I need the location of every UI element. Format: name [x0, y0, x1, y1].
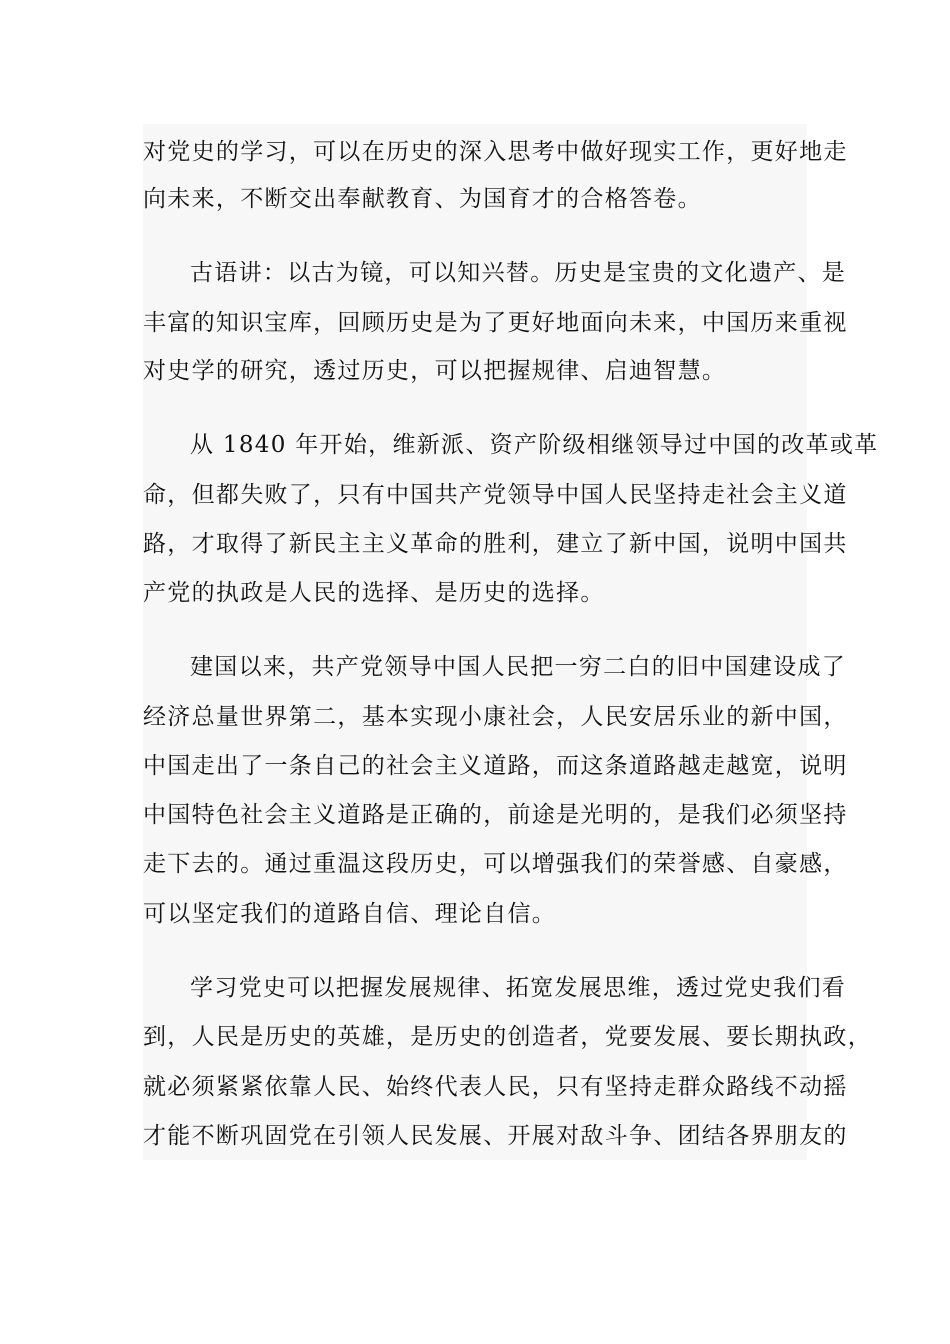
paragraph-5-line-3: 就必须紧紧依靠人民、始终代表人民，只有坚持走群众路线不动摇: [143, 1074, 848, 1100]
paragraph-2-line-1: 古语讲：以古为镜，可以知兴替。历史是宝贵的文化遗产、是: [190, 260, 847, 286]
paragraph-3-line-2: 命，但都失败了，只有中国共产党领导中国人民坚持走社会主义道: [143, 482, 848, 508]
paragraph-3-line-4: 产党的执政是人民的选择、是历史的选择。: [143, 580, 605, 606]
paragraph-4-line-2: 经济总量世界第二，基本实现小康社会，人民安居乐业的新中国，: [143, 704, 848, 730]
paragraph-2-line-2: 丰富的知识宝库，回顾历史是为了更好地面向未来，中国历来重视: [143, 310, 848, 336]
paragraph-4-line-1: 建国以来，共产党领导中国人民把一穷二白的旧中国建设成了: [190, 654, 847, 680]
paragraph-4-line-4: 中国特色社会主义道路是正确的，前途是光明的，是我们必须坚持: [143, 802, 848, 828]
paragraph-2-line-3: 对史学的研究，透过历史，可以把握规律、启迪智慧。: [143, 358, 727, 384]
paragraph-4-line-5: 走下去的。通过重温这段历史，可以增强我们的荣誉感、自豪感，: [143, 851, 848, 877]
paragraph-3-line-1: 从 1840 年开始，维新派、资产阶级相继领导过中国的改革或革: [190, 432, 879, 458]
paragraph-5-line-1: 学习党史可以把握发展规律、拓宽发展思维，透过党史我们看: [190, 975, 847, 1001]
paragraph-4-line-6: 可以坚定我们的道路自信、理论自信。: [143, 901, 557, 927]
paragraph-1-line-1: 对党史的学习，可以在历史的深入思考中做好现实工作，更好地走: [143, 139, 848, 165]
paragraph-3-line-3: 路，才取得了新民主主义革命的胜利，建立了新中国，说明中国共: [143, 531, 848, 557]
paragraph-1-line-2: 向未来，不断交出奉献教育、为国育才的合格答卷。: [143, 186, 702, 212]
paragraph-5-line-2: 到，人民是历史的英雄，是历史的创造者，党要发展、要长期执政，: [143, 1024, 872, 1050]
paragraph-4-line-3: 中国走出了一条自己的社会主义道路，而这条道路越走越宽，说明: [143, 753, 848, 779]
paragraph-5-line-4: 才能不断巩固党在引领人民发展、开展对敌斗争、团结各界朋友的: [143, 1123, 848, 1149]
